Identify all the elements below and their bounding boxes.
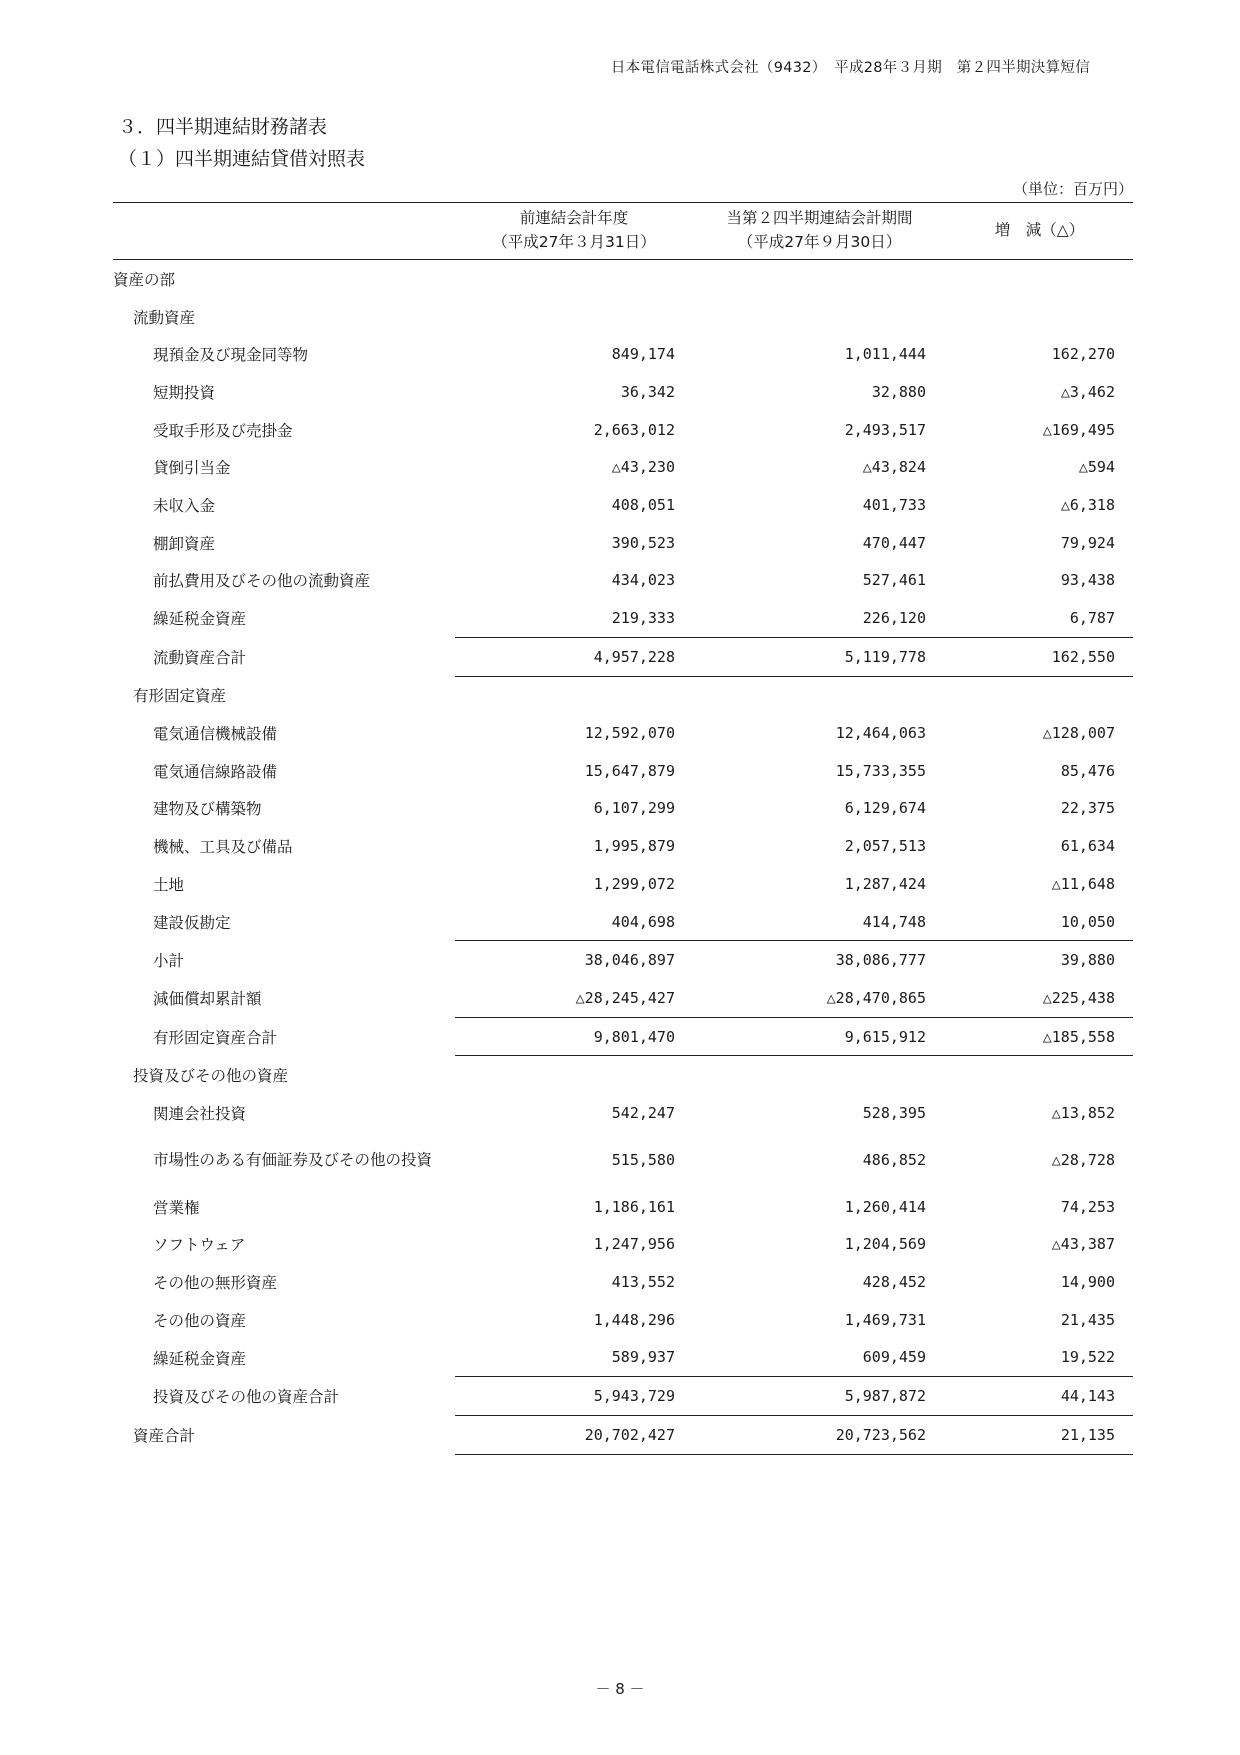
value-difference: 85,476 <box>1060 761 1115 780</box>
value-difference: △594 <box>1078 458 1115 477</box>
value-current-period: 528,395 <box>862 1103 926 1122</box>
value-difference: 61,634 <box>1060 837 1115 856</box>
value-current-period: 401,733 <box>862 495 926 514</box>
row-label: 未収入金 <box>153 496 216 515</box>
table-row <box>113 260 1133 298</box>
value-current-period: 5,119,778 <box>693 637 946 676</box>
value-current-period: 2,057,513 <box>844 837 926 856</box>
table-row <box>113 1188 1133 1226</box>
row-label: 電気通信機械設備 <box>153 725 278 744</box>
row-label: 短期投資 <box>153 383 216 402</box>
value-current-period: 428,452 <box>862 1273 926 1292</box>
value-prev-period: 542,247 <box>611 1103 675 1122</box>
header-prev-line2: （平成27年３月31日） <box>492 233 656 251</box>
table-row <box>113 1132 1133 1188</box>
value-current-period: 1,469,731 <box>844 1310 926 1329</box>
value-prev-period: 1,186,161 <box>593 1197 675 1216</box>
value-current-period: 470,447 <box>862 533 926 552</box>
row-label: ソフトウェア <box>153 1236 246 1255</box>
table-row <box>113 1339 1133 1377</box>
value-difference: △11,648 <box>1051 874 1115 893</box>
row-label: 営業権 <box>153 1198 200 1217</box>
row-label: その他の資産 <box>153 1311 247 1330</box>
header-diff: 増 減（△） <box>946 203 1133 260</box>
value-difference: 162,270 <box>1051 345 1115 364</box>
table-row <box>113 903 1133 941</box>
value-current-period: 15,733,355 <box>835 761 926 780</box>
header-current-period <box>693 203 946 260</box>
row-label: 建物及び構築物 <box>153 800 262 819</box>
value-difference: △185,558 <box>946 1017 1133 1056</box>
value-difference: 14,900 <box>1060 1273 1115 1292</box>
value-current-period: 5,987,872 <box>693 1377 946 1416</box>
table-row <box>113 865 1133 903</box>
value-prev-period: 434,023 <box>611 571 675 590</box>
header-cur-line2: （平成27年９月30日） <box>737 233 902 251</box>
table-row <box>113 562 1133 600</box>
header-prev-line1: 前連結会計年度 <box>519 209 629 227</box>
value-prev-period: △28,245,427 <box>575 988 675 1007</box>
document-header: 日本電信電話株式会社（9432） 平成28年３月期 第２四半期決算短信 <box>610 60 1090 76</box>
value-difference: 6,787 <box>1069 609 1115 628</box>
row-label: 市場性のある有価証券及びその他の投資 <box>153 1150 433 1169</box>
row-label: 小計 <box>153 951 185 970</box>
value-current-period <box>693 298 946 336</box>
value-prev-period: 589,937 <box>611 1348 675 1367</box>
page-number: － 8 － <box>595 1680 645 1698</box>
value-prev-period: 1,299,072 <box>593 874 675 893</box>
value-prev-period: 2,663,012 <box>593 420 675 439</box>
table-row <box>113 335 1133 373</box>
value-prev-period: 515,580 <box>611 1150 675 1169</box>
table-header-row <box>113 203 1133 260</box>
value-current-period: 12,464,063 <box>835 724 926 743</box>
row-label: 資産の部 <box>113 270 176 289</box>
row-label: 流動資産合計 <box>153 648 247 667</box>
table-row <box>113 1263 1133 1301</box>
row-label: 投資及びその他の資産 <box>133 1067 289 1086</box>
value-current-period <box>693 260 946 298</box>
row-label: 有形固定資産 <box>133 687 227 706</box>
table-row <box>113 1415 1133 1454</box>
value-difference: △43,387 <box>1051 1235 1115 1254</box>
value-prev-period: 12,592,070 <box>584 724 675 743</box>
value-difference: △128,007 <box>1042 724 1115 743</box>
row-label: 前払費用及びその他の流動資産 <box>153 572 371 591</box>
value-difference <box>946 298 1133 336</box>
balance-sheet-table <box>113 202 1133 1455</box>
row-label: 資産合計 <box>133 1426 196 1445</box>
value-current-period: 1,204,569 <box>844 1235 926 1254</box>
row-label: 有形固定資産合計 <box>153 1028 278 1047</box>
row-label: 流動資産 <box>133 308 196 327</box>
row-label: 土地 <box>153 875 185 894</box>
header-cur-line1: 当第２四半期連結会計期間 <box>726 209 913 227</box>
value-difference <box>946 676 1133 714</box>
value-prev-period: 404,698 <box>611 912 675 931</box>
row-label: 機械、工具及び備品 <box>153 838 293 857</box>
table-row <box>113 411 1133 449</box>
table-row <box>113 790 1133 828</box>
table-row <box>113 1301 1133 1339</box>
value-prev-period: 1,247,956 <box>593 1235 675 1254</box>
header-prev-period <box>455 203 693 260</box>
table-row <box>113 1094 1133 1132</box>
value-current-period <box>693 676 946 714</box>
value-difference <box>946 1056 1133 1094</box>
value-prev-period: 413,552 <box>611 1273 675 1292</box>
value-difference: 22,375 <box>1060 799 1115 818</box>
value-difference: 21,435 <box>1060 1310 1115 1329</box>
value-difference: 21,135 <box>946 1415 1133 1454</box>
section-title: ３．四半期連結財務諸表 <box>118 116 328 138</box>
value-prev-period: 20,702,427 <box>455 1415 693 1454</box>
row-label: 繰延税金資産 <box>153 1349 247 1368</box>
table-row <box>113 298 1133 336</box>
value-difference: 162,550 <box>946 637 1133 676</box>
table-row <box>113 524 1133 562</box>
value-difference: 79,924 <box>1060 533 1115 552</box>
value-current-period: 527,461 <box>862 571 926 590</box>
value-current-period: 2,493,517 <box>844 420 926 439</box>
value-difference: △28,728 <box>1051 1150 1115 1169</box>
header-label-col <box>113 203 455 260</box>
table-title: （１）四半期連結貸借対照表 <box>118 148 366 170</box>
value-prev-period: 1,448,296 <box>593 1310 675 1329</box>
table-body <box>113 260 1133 1455</box>
value-current-period: 226,120 <box>862 609 926 628</box>
table-row <box>113 637 1133 676</box>
value-current-period: 486,852 <box>862 1150 926 1169</box>
row-label: 建設仮勘定 <box>153 913 231 932</box>
value-difference: 93,438 <box>1060 571 1115 590</box>
value-difference: 44,143 <box>946 1377 1133 1416</box>
table-row <box>113 1017 1133 1056</box>
value-prev-period: 849,174 <box>611 345 675 364</box>
value-current-period: 6,129,674 <box>844 799 926 818</box>
value-difference <box>946 260 1133 298</box>
table-row <box>113 486 1133 524</box>
row-label: 受取手形及び売掛金 <box>153 421 293 440</box>
value-current-period: 1,260,414 <box>844 1197 926 1216</box>
value-difference: 19,522 <box>1060 1348 1115 1367</box>
value-prev-period: 36,342 <box>620 382 675 401</box>
value-prev-period <box>455 260 693 298</box>
value-current-period: 1,287,424 <box>844 874 926 893</box>
value-prev-period: 1,995,879 <box>593 837 675 856</box>
table-row <box>113 676 1133 714</box>
value-difference: 39,880 <box>946 941 1133 979</box>
value-prev-period: 6,107,299 <box>593 799 675 818</box>
row-label: 減価償却累計額 <box>153 990 262 1009</box>
table-row <box>113 827 1133 865</box>
row-label: 貸倒引当金 <box>153 459 231 478</box>
value-prev-period: 219,333 <box>611 609 675 628</box>
value-current-period: 38,086,777 <box>693 941 946 979</box>
table-row <box>113 373 1133 411</box>
table-row <box>113 1226 1133 1264</box>
value-prev-period: △43,230 <box>611 458 675 477</box>
value-current-period: 32,880 <box>871 382 926 401</box>
value-prev-period <box>455 298 693 336</box>
value-prev-period: 408,051 <box>611 495 675 514</box>
table-row <box>113 1056 1133 1094</box>
row-label: 投資及びその他の資産合計 <box>153 1388 340 1407</box>
value-current-period: 9,615,912 <box>693 1017 946 1056</box>
value-prev-period: 390,523 <box>611 533 675 552</box>
value-current-period: 609,459 <box>862 1348 926 1367</box>
value-prev-period: 38,046,897 <box>455 941 693 979</box>
value-difference: △6,318 <box>1060 495 1115 514</box>
table-row <box>113 714 1133 752</box>
table-row <box>113 1377 1133 1416</box>
unit-label: （単位：百万円） <box>1012 180 1133 198</box>
value-current-period: 20,723,562 <box>693 1415 946 1454</box>
table-row <box>113 941 1133 979</box>
value-prev-period: 5,943,729 <box>455 1377 693 1416</box>
value-current-period <box>693 1056 946 1094</box>
value-difference: 10,050 <box>1060 912 1115 931</box>
row-label: 電気通信線路設備 <box>153 762 278 781</box>
value-difference: △225,438 <box>1042 988 1115 1007</box>
value-prev-period: 15,647,879 <box>584 761 675 780</box>
value-current-period: 414,748 <box>862 912 926 931</box>
table-row <box>113 752 1133 790</box>
row-label: 現預金及び現金同等物 <box>153 346 309 365</box>
row-label: 棚卸資産 <box>153 534 216 553</box>
value-prev-period: 4,957,228 <box>455 637 693 676</box>
value-difference: 74,253 <box>1060 1197 1115 1216</box>
row-label: その他の無形資産 <box>153 1274 278 1293</box>
value-prev-period <box>455 676 693 714</box>
row-label: 繰延税金資産 <box>153 610 247 629</box>
value-difference: △169,495 <box>1042 420 1115 439</box>
value-current-period: 1,011,444 <box>844 345 926 364</box>
table-row <box>113 979 1133 1017</box>
value-prev-period <box>455 1056 693 1094</box>
table-row <box>113 448 1133 486</box>
value-current-period: △28,470,865 <box>826 988 926 1007</box>
value-current-period: △43,824 <box>862 458 926 477</box>
value-difference: △3,462 <box>1060 382 1115 401</box>
table-row <box>113 599 1133 637</box>
value-prev-period: 9,801,470 <box>455 1017 693 1056</box>
row-label: 関連会社投資 <box>153 1104 247 1123</box>
value-difference: △13,852 <box>1051 1103 1115 1122</box>
